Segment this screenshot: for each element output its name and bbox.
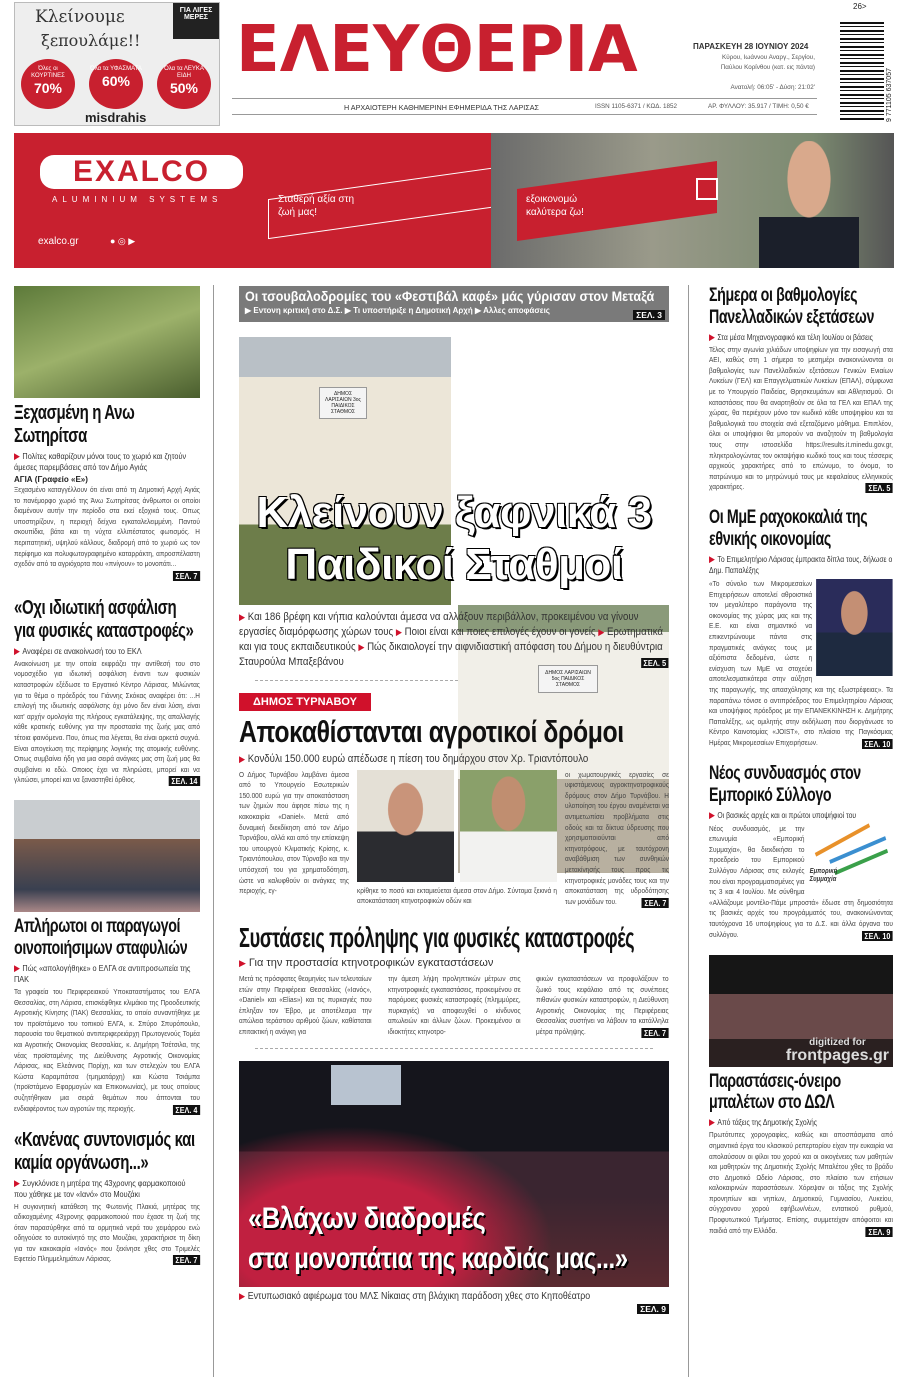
headline: «Κανένας συντονισμός και καμία οργάνωση...» [14, 1128, 195, 1174]
triangle-icon: ▶ [344, 306, 354, 315]
triangle-icon: ▶ [709, 554, 715, 565]
top-strip[interactable] [239, 286, 669, 322]
page-ref[interactable]: ΣΕΛ. 14 [169, 776, 200, 786]
center-column [239, 286, 669, 1314]
stage-screen [331, 1065, 401, 1105]
article-col: Μετά τις πρόσφατες θεομηνίες των τελευταίων ετών στην Περιφέρεια Θεσσαλίας («Ιανός», «Daniel» και «Elias») και τις πυρκαγιές που έπληξαν τον Έβρο, με αποτέλεσμα την απώλεια τεράστιου αριθμού ζώων, καθίσταται επιτακτική η ανάγκη για [239, 973, 372, 1036]
photo-forest-path [14, 286, 200, 398]
emporiki-symmachia-logo [808, 824, 893, 890]
subheadline [14, 451, 200, 473]
triangle-icon: ▶ [709, 809, 715, 820]
sun-times: Ανατολή: 06:05' - Δύση: 21:02' [730, 84, 815, 91]
article-body [709, 824, 893, 941]
article-body [14, 987, 200, 1115]
exalco-banner-ad[interactable] [14, 133, 894, 268]
nursery-sign: ΔΗΜΟΣ ΛΑΡΙΣΑΙΩΝ 3ος ΠΑΙΔΙΚΟΣ ΣΤΑΘΜΟΣ [319, 387, 367, 419]
triangle-icon: ▶ [239, 612, 246, 622]
page-ref[interactable]: ΣΕΛ. 7 [173, 1255, 200, 1265]
headline: Απλήρωτοι οι παραγωγοί οινοποιήσιμων σταφυλιών [14, 916, 188, 960]
subheadline [14, 1178, 200, 1200]
headline: Ξεχασμένη η Ανω Σωτηρίτσα [14, 402, 135, 447]
article-body [14, 1202, 200, 1266]
ad-line2: ξεπουλάμε!! [41, 31, 141, 50]
barcode-top-number: 26> [853, 2, 867, 11]
article-body [14, 659, 200, 787]
subheadline-text: Κονδύλι 150.000 ευρώ απέδωσε η πίεση του δημάρχου στον Χρ. Τριαντόπουλο [247, 752, 589, 765]
watermark-line2: frontpages.gr [785, 1046, 889, 1064]
subheadline-text: Στα μέσα Μηχανογραφικό και τέλη Ιουλίου οι βάσεις [717, 332, 873, 342]
subheadline-text: Από τάξεις της Δημοτικής Σχολής [717, 1118, 818, 1128]
photo-papalexis [816, 579, 893, 676]
house-icon [696, 178, 718, 200]
triangle-icon: ▶ [239, 1290, 246, 1301]
masthead-rule [232, 98, 817, 99]
watermark [786, 1037, 889, 1064]
slogan-2: εξοικονομώ καλύτερα ζω! [526, 194, 584, 218]
subheadline-text: Το Επιμελητήριο Λάρισας έμπρακτα δίπλα τους, δήλωσε ο Δημ. Παπαλέξης [709, 555, 893, 576]
subheadline-text: Πώς «απολογήθηκε» ο ΕΛΓΑ σε αντιπροσωπεία της ΠΑΚ [14, 962, 191, 984]
offer-label: Όλα τα ΛΕΥΚΑ ΕΙΔΗ [164, 66, 204, 79]
subheadline-text: Πολίτες καθαρίζουν μόνοι τους το χωριό και ζητούν άμεσες παρεμβάσεις από τον Δήμο Αγιάς [14, 451, 187, 472]
photo-headline-2: στα μονοπάτια της καρδιάς μας...» [248, 1241, 628, 1275]
name-days: Κύρου, Ιωάννου Αναργ., Σεργίου, Παύλου Κορίνθου (κατ. εις πάντα) [720, 54, 815, 71]
subheadline-text: Οι βασικές αρχές και οι πρώτοι υποψήφιοί του [717, 810, 857, 820]
triangle-icon: ▶ [14, 962, 20, 973]
triangle-icon: ▶ [239, 957, 246, 968]
headline: Συστάσεις πρόληψης για φυσικές καταστροφές [239, 921, 635, 953]
teaser-point: Ερωτηματικά και για τους εκπαιδευτικούς [239, 626, 664, 653]
article-col [536, 974, 669, 1038]
issn: ISSN 1105-6371 / ΚΩΔ. 1852 [595, 103, 677, 110]
ad-brand: misdrahis [85, 110, 147, 125]
strip-points [245, 305, 663, 316]
headline: Νέος συνδυασμός στον Εμπορικό Σύλλογο [709, 763, 861, 806]
column-rule [688, 285, 689, 1377]
teaser-point: Και 186 βρέφη και νήπια καλούνται άμεσα να αλλάξουν περιβάλλον, προκειμένου να γίνουν εργασίες διαμόρφωσης χώρων τους [239, 611, 639, 638]
photo-meeting [14, 800, 200, 912]
ad-line1: Κλείνουμε [35, 7, 125, 27]
body-text: Τα γραφεία του Περιφερειακού Υποκαταστήματος του ΕΛΓΑ Θεσσαλίας, στη Λάρισα, επισκέφθηκε κλιμάκιο της Προοδευτικής Αγροτικής Κίνησης (ΠΑΚ) Θεσσαλίας, το οποίο συναντήθηκε με τον προϊστάμενο του τοπικού ΕΛΓΑ, κ. Σπύρο Σπυρόπουλο, παρουσία του θεματικού αντιπεριφερειάρχη Πρωτογενούς Τομέα και Αγροτικής Οικονομίας Θεσσαλίας, κ. Δημήτρη Τσέτσιλα, της νέας προϊσταμένης της Διεύθυνσης Αγροτικής Οικονομίας Λάρισας, κας Ελεάννας Πορίχη, και των στελεχών του ΕΛΓΑ Κώστα Καραμπάτσα (τμηματάρχη) και Κώστα Τσιάμπα (προϊστάμενο Εφαρμογών και Επικοινωνίας), με τους οποίους συζητήθηκαν μια σειρά θεμάτων που άπτονται του ενδιαφέροντος των αγροτών της περιοχής. [14, 986, 200, 1113]
page-ref[interactable]: ΣΕΛ. 5 [866, 483, 893, 493]
article-col: την άμεση λήψη προληπτικών μέτρων στις κτηνοτροφικές εγκαταστάσεις, προκειμένου σε παρόμοιες φυσικές καταστροφές (πλημμύρες, πυρκαγιές) να αποφευχθεί ο κίνδυνος απωλειών και άλλων ζώων. Προκειμένου οι ιδιοκτήτες κτηνοτρο- [387, 973, 521, 1036]
page-ref[interactable]: ΣΕΛ. 9 [637, 1304, 669, 1314]
misdrahis-ad[interactable] [14, 2, 220, 126]
subheadline [239, 956, 669, 970]
photo-headline-1: «Βλάχων διαδρομές [248, 1201, 486, 1235]
triangle-icon: ▶ [358, 642, 365, 652]
prevention-article [239, 974, 669, 1038]
body-text: «Το σύνολο των Μικρομεσαίων Επιχειρήσεων αποτελεί αθροιστικά τον μεγαλύτερο παράγοντα της οικονομίας της χώρας μας και της Ε.Ε. και είναι σημαντικό να επικεντρώνουμε πάντα στις πραγματικές ανάγκες τους με αξιόπιστα δεδομένα, ώστε η ενίσχυση των ΜμΕ να στοχεύει αποτελεσματικότερα στην αύξηση της παραγωγής, της απασχόλησης και της εξωστρέφειας». Τα παραπάνω τόνισε ο αντιπρόεδρος του Επιμελητηρίου Λάρισας και υποψήφιος πρόεδρος με την ΕΠΑΝΕΚΚΙΝΗΣΗ κ. Δημήτρης Παπαλέξης, ως ομιλητής στην εκδήλωση που διοργάνωσε το Κέντρο Καινοτομίας «JOIST», στο πλαίσιο της Παγκόσμιας Ημέρας Μικρομεσαίων Επιχειρήσεων. [709, 579, 893, 747]
triangle-icon: ▶ [245, 306, 254, 315]
article-body [709, 345, 893, 494]
page-ref[interactable]: ΣΕΛ. 7 [642, 898, 669, 908]
page-ref[interactable]: ΣΕΛ. 10 [862, 931, 893, 941]
exalco-site: exalco.gr [38, 236, 79, 247]
ad-offer [157, 59, 211, 109]
body-text: Η συγκινητική κατάθεση της Φωτεινής Πλακιά, μητέρας της αδικοχαμένης 43χρονης φαρμακοποιού που έχασε τη ζωή της όταν παρασύρθηκε από τα ορμητικά νερά του χειμάρρου ενώ οδηγούσε το αυτοκίνητό της στο Μουζάκι, χαρακτήρισε τη δίκη για τον κακοκαιρία «Ιανός» που ξεκίνησε χθες στο Τριμελές Εφετείο Πλημμελημάτων Λάρισας. [14, 1201, 200, 1264]
triangle-icon: ▶ [598, 627, 605, 637]
headline: Αποκαθίστανται αγροτικοί δρόμοι [239, 714, 624, 749]
page-ref[interactable]: ΣΕΛ. 10 [862, 739, 893, 749]
triangle-icon: ▶ [239, 753, 246, 764]
nursery-sign: ΔΗΜΟΣ ΛΑΡΙΣΑΙΩΝ 5ος ΠΑΙΔΙΚΟΣ ΣΤΑΘΜΟΣ [538, 665, 598, 693]
subheadline [239, 752, 669, 766]
triangle-icon: ▶ [475, 306, 484, 315]
subheadline-text: Για την προστασία κτηνοτροφικών εγκαταστάσεων [248, 956, 494, 969]
barcode-number: 9 771105 637057 [886, 68, 893, 122]
body-text: Πρωτότυπες χορογραφίες, καθώς και αποσπάσματα από σημαντικά έργα του κλασικού ρεπερτορίου είχαν την ευκαιρία να απολαύσουν οι φίλοι του χορού και οι οικογένειες των μαθητών και μαθητριών της Δημοτικής Σχολής Μπαλέτου χθες το βράδυ στο Δημοτικό Ωδείο Λάρισας, στο πλαίσιο των ετήσιων καλοκαιρινών παραστάσεων. Χόρεψαν οι τάξεις της Σχολής προνηπίων και νηπίων, Δημοτικού, Γυμνασίου, Λυκείου, σύγχρονου χορού εφήβων/νέων, εντατικού ρυθμού, Προφυτωτικού Τμήματος. Επίσης, συμμετείχαν απόφοιτοι και παιδιά από την Ελλάδα. [709, 1130, 893, 1235]
offer-label: Όλες οι ΚΟΥΡΤΙΝΕΣ [31, 66, 65, 79]
triangle-icon: ▶ [709, 1117, 715, 1128]
article-col: Ο Δήμος Τυρνάβου λαμβάνει άμεσα από το Υπουργείο Εσωτερικών 150.000 ευρώ για την αποκατάσταση των ζημιών που άφησε πίσω της η κακοκαιρία «Daniel». Μετά από δυναμική διεκδίκηση από τον Δήμο Τυρνάβου, αλλά και από την επίσκεψη του υπουργού Κλιματικής Κρίσης, κ. Τριαντόπουλου, στον Τύρναβο και την υπόσχεσή του για χρηματοδότηση, ώστε να καλυφθούν οι ανάγκες της περιοχής, εγ- [239, 769, 349, 896]
article-col [565, 770, 669, 908]
issue-date: ΠΑΡΑΣΚΕΥΗ 28 ΙΟΥΝΙΟΥ 2024 [693, 42, 809, 51]
page-ref[interactable]: ΣΕΛ. 9 [866, 1227, 893, 1237]
body-text: Τέλος στην αγωνία χιλιάδων υποψηφίων για την εισαγωγή στα ΑΕΙ, καθώς στη 1 σήμερα το μεσημέρι ανακοινώνονται οι βαθμολογίες των Πανελλαδικών εξετάσεων Γενικών Ενιαίων Λυκείων (ΓΕΛ) και Επαγγελματικών Λυκείων (ΕΠΑΛ), σύμφωνα με το Υπουργείο Παιδείας, Θρησκευμάτων και Αθλητισμού. Οι καταστάσεις που θα αναρτηθούν σε όλα τα ΓΕΛ και ΕΠΑΛ της χώρας, θα περιέχουν μόνο τον κωδικό κάθε υποψηφίου και τα βαθμολογικά του στοιχεία ανά εξεταζόμενο μάθημα. Επιπλέον, όλοι οι υποψήφιοι θα μπορούν να αναζητούν τη βαθμολογία τους στην ιστοσελίδα https://results.it.minedu.gov.gr, πληκτρολογώντας τον οκταψήφιο κωδικό τους και τους τέσσερις αρχικούς χαρακτήρες από το επώνυμο, το όνομα, το πατρώνυμο και το μητρώνυμό τους με κεφαλαίους ελληνικούς χαρακτήρες. [709, 344, 893, 492]
article-body [709, 579, 893, 749]
article-body [14, 485, 200, 581]
ad-corner-label: ΓΙΑ ΛΙΓΕΣ ΜΕΡΕΣ [173, 3, 219, 39]
triangle-icon: ▶ [14, 1177, 20, 1188]
subheadline [709, 332, 893, 343]
subheadline-text: Αναφέρει σε ανακοίνωσή του το ΕΚΛ [22, 645, 142, 656]
social-icons: ● ◎ ▶ [110, 236, 136, 246]
offer-pct: 60% [101, 73, 131, 89]
page-ref[interactable]: ΣΕΛ. 5 [641, 658, 669, 668]
ad-person [759, 141, 859, 268]
headline: Σήμερα οι βαθμολογίες Πανελλαδικών εξετάσεων [709, 285, 874, 328]
left-column [14, 286, 200, 1265]
headline: Παραστάσεις-όνειρο μπαλέτων στο ΔΩΛ [709, 1070, 841, 1114]
barcode [840, 22, 884, 122]
article-body [709, 1130, 893, 1236]
ad-offer [89, 59, 143, 109]
body-text: Ανακοίνωση με την οποία εκφράζει την αντίθεσή του στο νομοσχέδιο για ιδιωτική ασφάλιση έναντι των φυσικών καταστροφών εξέδωσε το Εργατικό Κέντρο Λάρισας. Μιλώντας για το θέμα ο πρόεδρός του Γιάννης Σκόκας αναφέρει ότι: ...Η επιλογή της ιδιωτικής ασφάλισης όχι μόνο δεν είναι λύση, είναι κατ' αρχήν ομολογία της πλήρους εγκατάλειψης, της απαλλαγής κάθε κρατικής ευθύνης για την προστασία της ζωής μας από τέτοια φαινόμενα. Που, όπως πια λέγεται, θα είναι αρκετά συχνά. Είναι απογείωση της περίφημης λογικής της ατομικής ευθύνης. Οπως συμβαίνει ήδη για μια σειρά ανάγκες μας στη ζωή μας θα συμβαίνει κι εδώ. Οποιος έχει να πληρώσει, μπορεί και να γλιτώσει, μπορεί και να ξαναστηθεί όρθιος. [14, 658, 200, 785]
page-ref[interactable]: ΣΕΛ. 3 [633, 310, 665, 320]
offer-pct: 70% [33, 80, 63, 96]
logo-text: Εμπορική Συμμαχία [809, 867, 838, 883]
subheadline [14, 963, 200, 985]
page-ref[interactable]: ΣΕΛ. 4 [173, 1105, 200, 1115]
subheadline-text: Συγκλόνισε η μητέρα της 43χρονης φαρμακοποιού που χάθηκε με τον «Ιανό» στο Μουζάκι [14, 1177, 186, 1199]
watermark-line1: digitized for [809, 1036, 866, 1048]
dateline: ΑΓΙΑ (Γραφείο «Ε») [14, 475, 88, 484]
strip-point: Αλλες αποφάσεις [483, 306, 550, 315]
body-text: φικών εγκαταστάσεων να προφυλάξουν το ζωικό τους κεφάλαιο από τις συνέπειες πιθανών φυσικών καταστροφών, η Διεύθυνση Αγροτικής Οικονομίας της Περιφέρειας Θεσσαλίας συστήνει να λάβουν τα κατάλληλα μέτρα πρόληψης. [536, 973, 669, 1036]
triangle-icon: ▶ [14, 645, 20, 656]
column-rule [213, 285, 214, 1377]
strip-point: Εντονη κριτική στο Δ.Σ. [253, 306, 343, 315]
subheadline [709, 554, 893, 576]
subheadline [709, 1117, 893, 1128]
triangle-icon: ▶ [395, 627, 402, 637]
photo-vlach-dancers [239, 1061, 669, 1287]
subheadline [709, 810, 893, 821]
headline: «Οχι ιδιωτική ασφάλιση για φυσικές καταστροφές» [14, 596, 194, 642]
triangle-icon: ▶ [709, 331, 715, 342]
offer-pct: 50% [169, 80, 199, 96]
tagline: Η ΑΡΧΑΙΟΤΕΡΗ ΚΑΘΗΜΕΡΙΝΗ ΕΦΗΜΕΡΙΔΑ ΤΗΣ ΛΑΡΙΣΑΣ [344, 103, 539, 112]
ad-offer [21, 59, 75, 109]
headline: Οι ΜμΕ ραχοκοκαλιά της εθνικής οικονομίας [709, 507, 868, 551]
photo-ballet [709, 955, 893, 1067]
subheadline [14, 646, 200, 657]
strip-title: Οι τσουβαλοδρομίες του «Φεστιβάλ καφέ» μάς γύρισαν στον Μεταξά [245, 288, 655, 304]
tyrnavos-article [239, 770, 669, 908]
offer-label: Όλα τα ΥΦΑΣΜΑΤΑ [90, 66, 142, 72]
section-tag: ΔΗΜΟΣ ΤΥΡΝΑΒΟΥ [239, 693, 371, 711]
strip-point: Τι υποστήριξε η Δημοτική Αρχή [353, 306, 473, 315]
article-col: κρίθηκε το ποσό και εκταμιεύεται άμεσα στον Δήμο. Σύντομα ξεκινά η αποκατάσταση κτηνοτροφικών οδών και [357, 885, 557, 906]
lead-teaser [239, 610, 669, 670]
teaser-point: Πώς δικαιολογεί την αιφνιδιαστική απόφαση του Δήμου η διευθύντρια Σταυρούλα Μπαξεβάνου [239, 641, 663, 668]
exalco-logo: EXALCO [40, 155, 243, 189]
right-column [709, 285, 893, 1237]
photo-triantopoulos [357, 770, 454, 882]
issue-number: ΑΡ. ΦΥΛΛΟΥ: 35.917 / ΤΙΜΗ: 0,50 € [708, 103, 809, 110]
photo-mayor [460, 770, 557, 882]
exalco-tagline: ALUMINIUM SYSTEMS [52, 195, 223, 204]
caption-text: Εντυπωσιακό αφιέρωμα του ΜΛΣ Νίκαιας στη βλάχικη παράδοση χθες στο Κηποθέατρο [247, 1290, 591, 1302]
teaser-point: Ποιοι είναι και ποιες επιλογές έχουν οι γονείς [404, 626, 596, 638]
page-ref[interactable]: ΣΕΛ. 7 [642, 1028, 669, 1038]
arrow-icon [815, 823, 870, 856]
divider [255, 1048, 653, 1049]
slogan-1: Σταθερή αξία στη ζωή μας! [278, 194, 355, 218]
body-text: Νέος συνδυασμός, με την επωνυμία «Εμπορική Συμμαχία», θα διεκδικήσει το προεδρείο του Εμπορικού Συλλόγου Λάρισας στις εκλογές που είναι προγραμματισμένες για τις 3 και 4 Ιουλίου. Με σύνθημα «Αλλάζουμε μοντέλο-Πάμε μπροστά» έδωσε στη δημοσιότητα τις βασικές αρχές του προγράμματός του, ανακοινώνοντας ταυτόχρονα 16 υποψηφίους για το Δ.Σ. και άλλα όργανα του συλλόγου. [709, 823, 893, 939]
body-text: οι χωματουργικές εργασίες σε υφιστάμενους αγροκτηνοτροφικούς δρόμους στον Δήμο Τυρνάβου. Η υλοποίηση του έργου αναμένεται να αντιμετωπίσει προβλήματα στις οδούς και τα δίκτυα ύδρευσης που χρησιμοποιούνται από κτηνοτρόφους, με ταυτόχρονη αναβάθμιση των συνθηκών μετακίνησής τους προς τις κτηνοτροφικές μονάδες τους και την αποκατάσταση της υδροδότησης των μονάδων του. [565, 769, 669, 906]
page-ref[interactable]: ΣΕΛ. 7 [173, 571, 200, 581]
body-text: Ξεχασμένο καταγγέλλουν ότι είναι από τη Δημοτική Αρχή Αγιάς το πανέμορφο χωριό της Άνω Σωτηρίτσας άνθρωποι οι οποίοι διαμένουν αυτήν την περίοδο στα εκεί εξοχικά τους. Οπως υποστηρίζουν, η περιοχή δείχνει εγκαταλελειμμένη. Παντού σκουπίδια, βάτα και τη νύχτα ελλιπέστατος φωτισμός. Η περιπατητική, υψηλού κάλλους, διαδρομή από το χωριό ως τον περίφημο και πολυφωτογραφημένο καταρράκτη, απροσπέλαστη σχεδόν από τα αγριόχορτα που «πνίγουν» το μονοπάτι... [14, 485, 200, 569]
masthead-rule [232, 114, 817, 115]
lead-headline: Κλείνουν ξαφνικά 3 Παιδικοί Σταθμοί [256, 488, 652, 589]
photo-caption [239, 1290, 590, 1303]
masthead-title: ΕΛΕΥΘΕΡΙΑ [236, 13, 638, 87]
triangle-icon: ▶ [14, 451, 20, 461]
